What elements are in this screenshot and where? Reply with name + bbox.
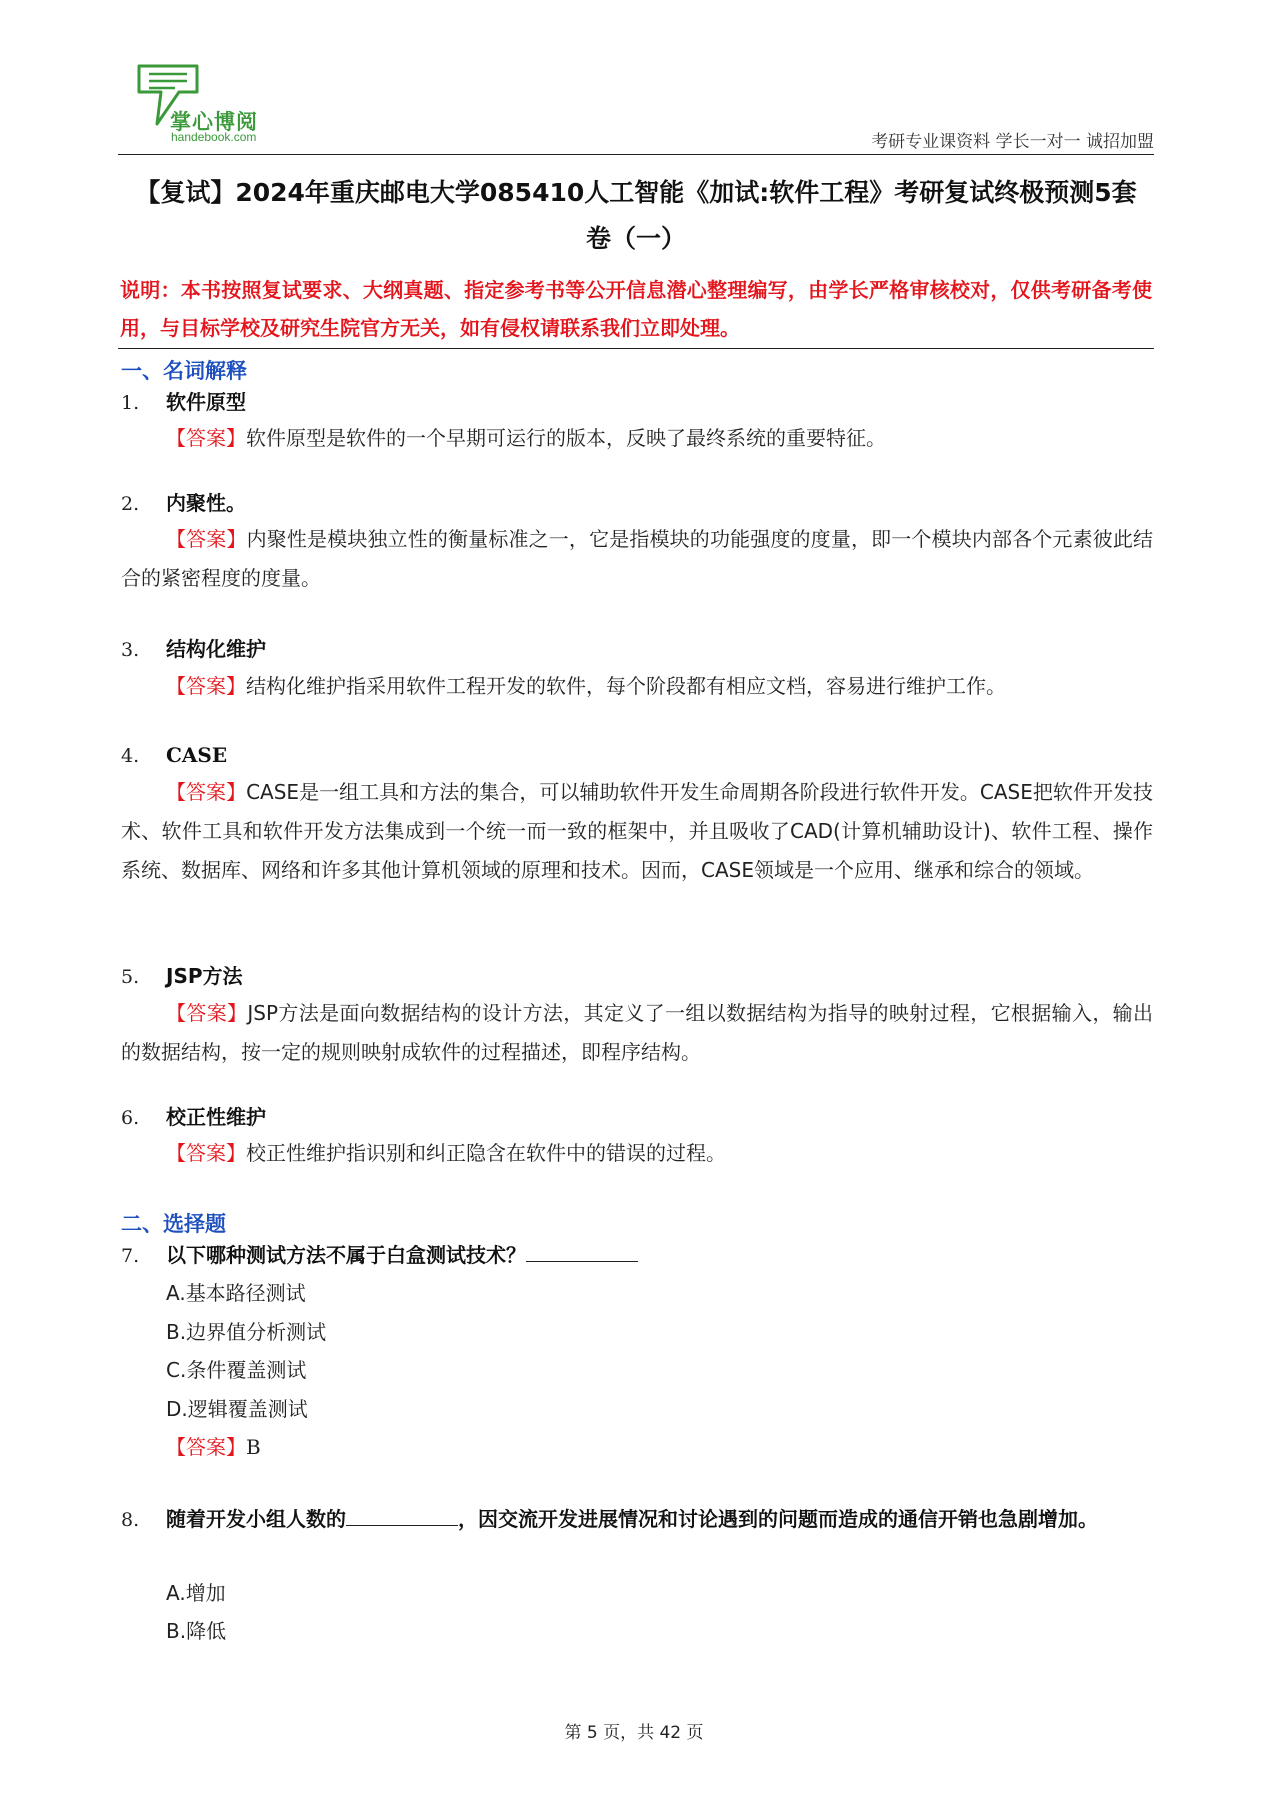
option-b: B.边界值分析测试 — [166, 1320, 327, 1344]
answer-4 — [121, 773, 1153, 890]
answer-tag: 【答案】 — [166, 780, 247, 804]
answer-3 — [121, 667, 1153, 706]
question-number: 4. — [121, 745, 140, 767]
question-number: 8. — [121, 1509, 140, 1531]
question-text-before: 随着开发小组人数的 — [166, 1507, 346, 1531]
question-2 — [121, 484, 1161, 523]
question-number: 5. — [121, 966, 140, 988]
section-heading-terms: 一、名词解释 — [121, 359, 247, 383]
logo-url-text: handebook.com — [171, 130, 257, 144]
question-text-after: ，因交流开发进展情况和讨论遇到的问题而造成的通信开销也急剧增加。 — [458, 1507, 1098, 1531]
disclaimer-notice: 说明：本书按照复试要求、大纲真题、指定参考书等公开信息潜心整理编写，由学长严格审核校对，仅供考研备考使用，与目标学校及研究生院官方无关，如有侵权请联系我们立即处理。 — [120, 278, 1152, 340]
answer-blank — [346, 1507, 458, 1526]
answer-text: 结构化维护指采用软件工程开发的软件，每个阶段都有相应文档，容易进行维护工作。 — [246, 674, 1006, 698]
question-8 — [121, 1500, 1153, 1539]
question-number: 7. — [121, 1245, 140, 1267]
question-number: 1. — [121, 392, 140, 414]
question-text: 内聚性。 — [166, 491, 246, 515]
question-text: 软件原型 — [166, 390, 246, 414]
question-6 — [121, 1098, 1161, 1137]
question-text: JSP方法 — [166, 964, 243, 988]
answer-tag: 【答案】 — [166, 527, 247, 551]
answer-blank — [526, 1243, 638, 1262]
option-a: A.增加 — [166, 1581, 226, 1605]
question-text: 以下哪种测试方法不属于白盒测试技术？ — [166, 1243, 526, 1267]
answer-tag: 【答案】 — [166, 1141, 246, 1165]
question-1 — [121, 383, 1161, 422]
question-5 — [121, 957, 1161, 996]
section-heading-choice: 二、选择题 — [121, 1212, 226, 1236]
logo-brand-text: 掌心博阅 — [170, 110, 258, 134]
question-text: CASE — [166, 743, 228, 767]
answer-text: 软件原型是软件的一个早期可运行的版本，反映了最终系统的重要特征。 — [246, 426, 886, 450]
answer-5 — [121, 994, 1153, 1072]
question-3 — [121, 630, 1161, 669]
answer-6 — [121, 1134, 1153, 1173]
answer-text: B — [246, 1435, 261, 1459]
answer-text: JSP方法是面向数据结构的设计方法，其定义了一组以数据结构为指导的映射过程，它根据输入，输出的数据结构，按一定的规则映射成软件的过程描述，即程序结构。 — [121, 1001, 1154, 1064]
title-line-1: 【复试】2024年重庆邮电大学085410人工智能《加试:软件工程》考研复试终极预测5套 — [135, 178, 1137, 207]
option-c: C.条件覆盖测试 — [166, 1358, 307, 1382]
answer-2 — [121, 520, 1153, 598]
answer-7 — [166, 1428, 261, 1466]
question-number: 6. — [121, 1107, 140, 1129]
question-number: 3. — [121, 639, 140, 661]
document-title — [118, 170, 1154, 262]
notice-divider — [118, 348, 1154, 349]
answer-tag: 【答案】 — [166, 426, 246, 450]
option-d: D.逻辑覆盖测试 — [166, 1397, 308, 1421]
header-divider — [118, 154, 1154, 155]
answer-text: 校正性维护指识别和纠正隐含在软件中的错误的过程。 — [246, 1141, 726, 1165]
option-a: A.基本路径测试 — [166, 1281, 306, 1305]
answer-text: 内聚性是模块独立性的衡量标准之一，它是指模块的功能强度的度量，即一个模块内部各个元素彼此结合的紧密程度的度量。 — [121, 527, 1154, 590]
answer-tag: 【答案】 — [166, 1001, 248, 1025]
question-text: 校正性维护 — [166, 1105, 266, 1129]
answer-text: CASE是一组工具和方法的集合，可以辅助软件开发生命周期各阶段进行软件开发。CASE把软件开发技术、软件工具和软件开发方法集成到一个统一而一致的框架中，并且吸收了CAD(计算机辅助设计)、软件工程、操作系统、数据库、网络和许多其他计算机领域的原理和技术。因而，CASE领域是一个应用、继承和综合的领域。 — [121, 780, 1153, 882]
question-4 — [121, 736, 1161, 775]
option-b: B.降低 — [166, 1619, 227, 1643]
question-text: 结构化维护 — [166, 637, 266, 661]
question-7 — [121, 1236, 1161, 1275]
question-number: 2. — [121, 493, 140, 515]
answer-tag: 【答案】 — [166, 1435, 246, 1459]
page-number-footer: 第 5 页，共 42 页 — [564, 1723, 704, 1743]
title-line-2: 卷（一） — [585, 224, 686, 253]
answer-tag: 【答案】 — [166, 674, 246, 698]
header-tagline: 考研专业课资料 学长一对一 诚招加盟 — [871, 132, 1154, 152]
answer-1 — [121, 419, 1153, 458]
